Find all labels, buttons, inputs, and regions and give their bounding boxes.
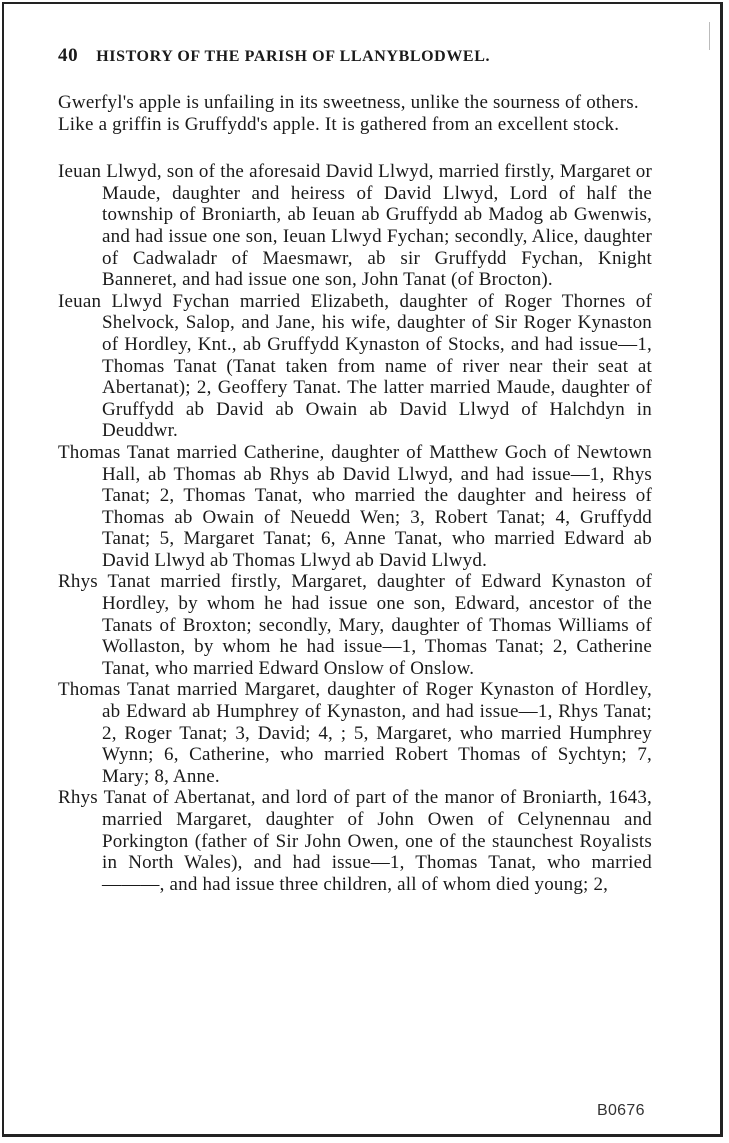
verse-translation	[58, 92, 652, 135]
scan-edge-mark	[709, 22, 710, 50]
genealogy-paragraph: Thomas Tanat married Margaret, daughter of Roger Kynaston of Hordley, ab Edward ab Humphrey of Kynaston, and had issue—1, Rhys Tanat; 2, Roger Tanat; 3, David; 4, ; 5, Margaret, who married Humphrey Wynn; 6, Catherine, who married Robert Thomas of Sychtyn; 7, Mary; 8, Anne.	[58, 679, 652, 787]
page-number: 40	[58, 45, 79, 66]
verse-line: Gwerfyl's apple is unfailing in its sweetness, unlike the sourness of others.	[58, 92, 639, 113]
genealogy-paragraph: Thomas Tanat married Catherine, daughter of Matthew Goch of Newtown Hall, ab Thomas ab Rhys ab David Llwyd, and had issue—1, Rhys Tanat; 2, Thomas Tanat, who married the daughter and heiress of Thomas ab Owain of Neuedd Wen; 3, Robert Tanat; 4, Gruffydd Tanat; 5, Margaret Tanat; 6, Anne Tanat, who married Edward ab David Llwyd ab Thomas Llwyd ab David Llwyd.	[58, 441, 652, 571]
verse-line: Like a griffin is Gruffydd's apple. It is gathered from an excellent stock.	[58, 113, 620, 135]
genealogy-paragraph: Ieuan Llwyd, son of the aforesaid David Llwyd, married firstly, Margaret or Maude, daughter and heiress of David Llwyd, Lord of half the township of Broniarth, ab Ieuan ab Gruffydd ab Madog ab Gwenwis, and had issue one son, Ieuan Llwyd Fychan; secondly, Alice, daughter of Cadwaladr of Maesmawr, ab sir Gruffydd Fychan, Knight Banneret, and had issue one son, John Tanat (of Brocton).	[58, 161, 652, 291]
genealogy-paragraph: Rhys Tanat of Abertanat, and lord of part of the manor of Broniarth, 1643, married Margaret, daughter of John Owen of Celynennau and Porkington (father of Sir John Owen, one of the staunchest Royalists in North Wales), and had issue—1, Thomas Tanat, who married ———, and had issue three children, all of whom died young; 2,	[58, 787, 652, 895]
running-header	[58, 45, 618, 69]
genealogy-paragraph: Rhys Tanat married firstly, Margaret, daughter of Edward Kynaston of Hordley, by whom he had issue one son, Edward, ancestor of the Tanats of Broxton; secondly, Mary, daughter of Thomas Williams of Wollaston, by whom he had issue—1, Thomas Tanat; 2, Catherine Tanat, who married Edward Onslow of Onslow.	[58, 571, 652, 679]
archive-stamp: B0676	[597, 1102, 645, 1119]
running-title: HISTORY OF THE PARISH OF LLANYBLODWEL.	[96, 48, 491, 65]
genealogy-paragraph: Ieuan Llwyd Fychan married Elizabeth, daughter of Roger Thornes of Shelvock, Salop, and Jane, his wife, daughter of Sir Roger Kynaston of Hordley, Knt., ab Gruffydd Kynaston of Stocks, and had issue—1, Thomas Tanat (Tanat taken from name of river near their seat at Abertanat); 2, Geoffery Tanat. The latter married Maude, daughter of Gruffydd ab David ab Owain ab David Llwyd of Halchdyn in Deuddwr.	[58, 290, 652, 442]
page-body	[58, 92, 652, 895]
